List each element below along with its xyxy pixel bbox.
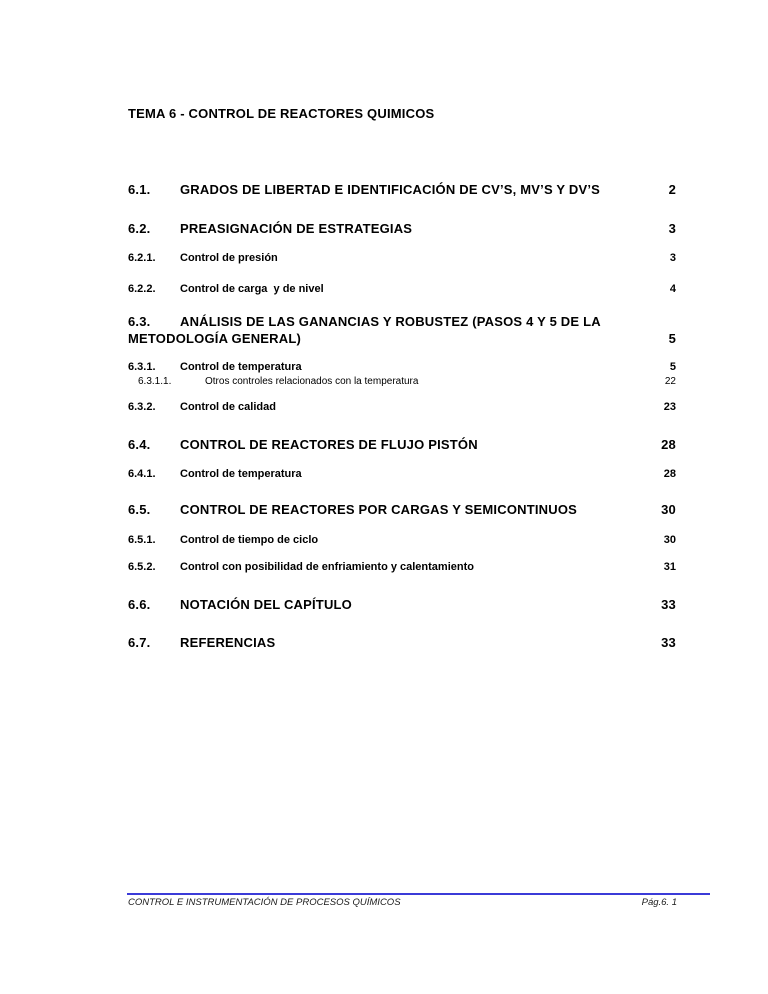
toc-entry-title: Control con posibilidad de enfriamiento y calentamiento bbox=[180, 561, 474, 573]
toc-entry bbox=[128, 220, 676, 237]
toc-entry bbox=[128, 534, 676, 547]
toc-entry bbox=[128, 634, 676, 651]
footer-left-text: CONTROL E INSTRUMENTACIÓN DE PROCESOS QUÍMICOS bbox=[128, 897, 401, 908]
toc-entry bbox=[128, 501, 676, 518]
toc-entry bbox=[128, 436, 676, 453]
toc-entry-title: Control de presión bbox=[180, 252, 278, 264]
toc-entry-number: 6.2.2. bbox=[128, 283, 156, 295]
toc-entry-title: Otros controles relacionados con la temperatura bbox=[205, 376, 419, 387]
toc-entry-title: Control de temperatura bbox=[180, 468, 302, 480]
toc-entry-page: 28 bbox=[661, 437, 676, 452]
toc-entry-number: 6.5.1. bbox=[128, 534, 156, 546]
toc-entry-title: CONTROL DE REACTORES POR CARGAS Y SEMICONTINUOS bbox=[180, 502, 578, 517]
toc-entry-title: Control de carga y de nivel bbox=[180, 283, 324, 295]
toc-entry bbox=[128, 313, 676, 347]
footer-page-number: Pág.6. 1 bbox=[641, 897, 677, 908]
toc-entry-title: CONTROL DE REACTORES DE FLUJO PISTÓN bbox=[180, 437, 478, 452]
toc-entry-page: 22 bbox=[664, 376, 676, 387]
toc-entry-page: 33 bbox=[661, 597, 676, 612]
toc-entry-number: 6.2.1. bbox=[128, 252, 156, 264]
toc-entry-number: 6.2. bbox=[128, 221, 151, 236]
toc-entry-number: 6.5. bbox=[128, 502, 151, 517]
toc-entry bbox=[128, 401, 676, 414]
toc-entry bbox=[128, 596, 676, 613]
toc-entry-page: 28 bbox=[663, 468, 676, 480]
toc-entry-title: REFERENCIAS bbox=[180, 635, 276, 650]
toc-entry bbox=[128, 181, 676, 198]
footer-divider bbox=[127, 893, 710, 895]
toc-entry-page: 31 bbox=[663, 561, 676, 573]
toc-entry-title: Control de temperatura bbox=[180, 361, 302, 373]
toc-entry-page: 30 bbox=[661, 502, 676, 517]
toc-entry-page: 2 bbox=[668, 182, 676, 197]
toc-entry-page: 5 bbox=[669, 361, 676, 373]
toc-entry-page: 3 bbox=[668, 221, 676, 236]
toc-entry-title: ANÁLISIS DE LAS GANANCIAS Y ROBUSTEZ (PASOS 4 Y 5 DE LA METODOLOGÍA GENERAL) bbox=[128, 314, 605, 346]
toc-entry-title: Control de calidad bbox=[180, 401, 276, 413]
toc-entry-number: 6.5.2. bbox=[128, 561, 156, 573]
toc-entry-title: GRADOS DE LIBERTAD E IDENTIFICACIÓN DE CV’S, MV’S Y DV’S bbox=[180, 182, 601, 197]
toc-entry-number: 6.1. bbox=[128, 182, 151, 197]
toc-entry bbox=[128, 468, 676, 481]
toc-entry-number: 6.4.1. bbox=[128, 468, 156, 480]
toc-entry-number: 6.3.2. bbox=[128, 401, 156, 413]
toc-entry-page: 33 bbox=[661, 635, 676, 650]
toc-entry-page: 4 bbox=[669, 283, 676, 295]
toc-entry-title: Control de tiempo de ciclo bbox=[180, 534, 319, 546]
toc-entry-number: 6.6. bbox=[128, 597, 151, 612]
toc-entry-number: 6.3.1. bbox=[128, 361, 156, 373]
toc-entry bbox=[128, 361, 676, 374]
toc-entry-page: 3 bbox=[669, 252, 676, 264]
toc-entry-page: 30 bbox=[663, 534, 676, 546]
toc-entry-title: NOTACIÓN DEL CAPÍTULO bbox=[180, 597, 352, 612]
page-title: TEMA 6 - CONTROL DE REACTORES QUIMICOS bbox=[128, 106, 435, 121]
toc-entry-page: 23 bbox=[663, 401, 676, 413]
toc-entry bbox=[128, 252, 676, 265]
toc-entry-number: 6.7. bbox=[128, 635, 151, 650]
toc-entry bbox=[128, 376, 676, 388]
toc-entry bbox=[128, 283, 676, 296]
toc-entry-number: 6.3. bbox=[128, 314, 151, 329]
toc-entry bbox=[128, 561, 676, 574]
toc-entry-number: 6.4. bbox=[128, 437, 151, 452]
toc-entry-number: 6.3.1.1. bbox=[138, 376, 172, 387]
toc-entry-title: PREASIGNACIÓN DE ESTRATEGIAS bbox=[180, 221, 413, 236]
page-footer bbox=[128, 897, 677, 909]
toc-entry-page: 5 bbox=[668, 331, 676, 346]
